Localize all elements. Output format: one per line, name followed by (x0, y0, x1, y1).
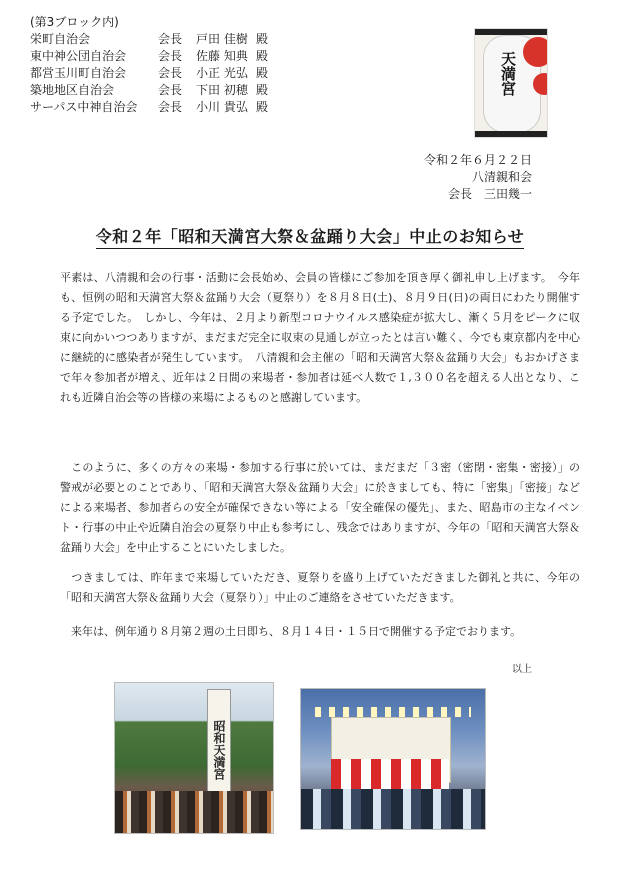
recipient-title: 会長 (158, 100, 183, 114)
sender-person: 会長 三田幾一 (447, 187, 532, 201)
body-paragraph-1: 平素は、八清親和会の行事・活動に会長始め、会員の皆様にご参加を頂き厚く御礼申し上げます。 今年も、恒例の昭和天満宮大祭＆盆踊り大会（夏祭り）を８月８日(土)、８月９日(日)の両日にわたり開催する予定でした。 しかし、今年は、２月より新型コロナウイルス感染症が拡大し、漸く５月をピークに収束に向かいつつありますが、まだまだ完全に収束の見通しが立ったとは言い難く、今でも東京都内を中心に継続的に感染者が発生しています。 八清親和会主催の「昭和天満宮大祭＆盆踊り大会」もおかげさまで年々参加者が増え、近年は２日間の来場者・参加者は延べ人数で１,３００名を超える人出となり、これも近隣自治会等の皆様の来場によるものと感謝しています。 (60, 271, 580, 404)
recipient-org: 東中神公団自治会 (30, 49, 127, 63)
stage-curtain (331, 759, 449, 789)
notice-heading-text: 令和２年「昭和天満宮大祭＆盆踊り大会」中止のお知らせ (96, 227, 525, 249)
lantern-crest-icon (533, 73, 548, 95)
lantern-text: 天満宮 (499, 51, 517, 96)
bon-dance-photo (300, 688, 486, 830)
recipient-person: 小川 貴弘 (196, 100, 248, 114)
recipient-person: 小正 光弘 (196, 66, 248, 80)
recipient-person: 下田 初穂 (196, 83, 248, 97)
recipient-title: 会長 (158, 66, 183, 80)
notice-heading (0, 224, 620, 247)
sender-block (388, 152, 532, 203)
sender-org: 八清親和会 (471, 170, 532, 184)
recipient-title: 会長 (158, 49, 183, 63)
recipient-honorific: 殿 (256, 66, 269, 80)
recipient-title: 会長 (158, 32, 183, 46)
recipient-honorific: 殿 (256, 49, 269, 63)
lantern-crest-icon (523, 37, 548, 67)
lantern-bottom-band (475, 131, 547, 137)
body-paragraph-4: 来年は、例年通り８月第２週の土日即ち、８月１４日・１５日で開催する予定でおります。 (60, 625, 522, 638)
letter-date: 令和２年６月２２日 (423, 153, 532, 167)
recipient-group: (第3ブロック内) (30, 15, 119, 29)
recipient-title: 会長 (158, 83, 183, 97)
recipient-person: 佐藤 知典 (196, 49, 248, 63)
lantern-row (315, 707, 471, 717)
body-paragraph-3: つきましては、昨年まで来場していただき、夏祭りを盛り上げていただきました御礼と共に、今年の「昭和天満宮大祭＆盆踊り大会（夏祭り）」中止のご連絡をさせていただきます。 (60, 571, 580, 604)
recipient-org: 築地地区自治会 (30, 83, 115, 97)
recipient-org: 都営玉川町自治会 (30, 66, 127, 80)
recipient-honorific: 殿 (256, 83, 269, 97)
festival-procession-photo (114, 682, 274, 834)
recipient-honorific: 殿 (256, 32, 269, 46)
recipient-org: サーパス中神自治会 (30, 100, 138, 114)
crowd (115, 791, 273, 833)
dancers (301, 789, 485, 829)
shrine-banner: 昭和天満宮 (207, 689, 231, 811)
body-paragraph-2: このように、多くの方々の来場・参加する行事に於いては、まだまだ「３密（密閉・密集・密接）」の警戒が必要とのことであり、「昭和天満宮大祭＆盆踊り大会」に於きましても、特に「密集」「密接」などによる来場者、参加者らの安全が確保できない等による「安全確保の優先」、また、昭島市の主なイベント・行事の中止や近隣自治会の夏祭り中止も参考にし、残念ではありますが、今年の「昭和天満宮大祭＆盆踊り大会」を中止することにいたしました。 (60, 461, 580, 554)
recipient-person: 戸田 佳樹 (196, 32, 248, 46)
recipient-honorific: 殿 (256, 100, 269, 114)
lantern-photo (474, 28, 548, 138)
closing-mark: 以上 (512, 664, 532, 675)
recipient-org: 栄町自治会 (30, 32, 91, 46)
